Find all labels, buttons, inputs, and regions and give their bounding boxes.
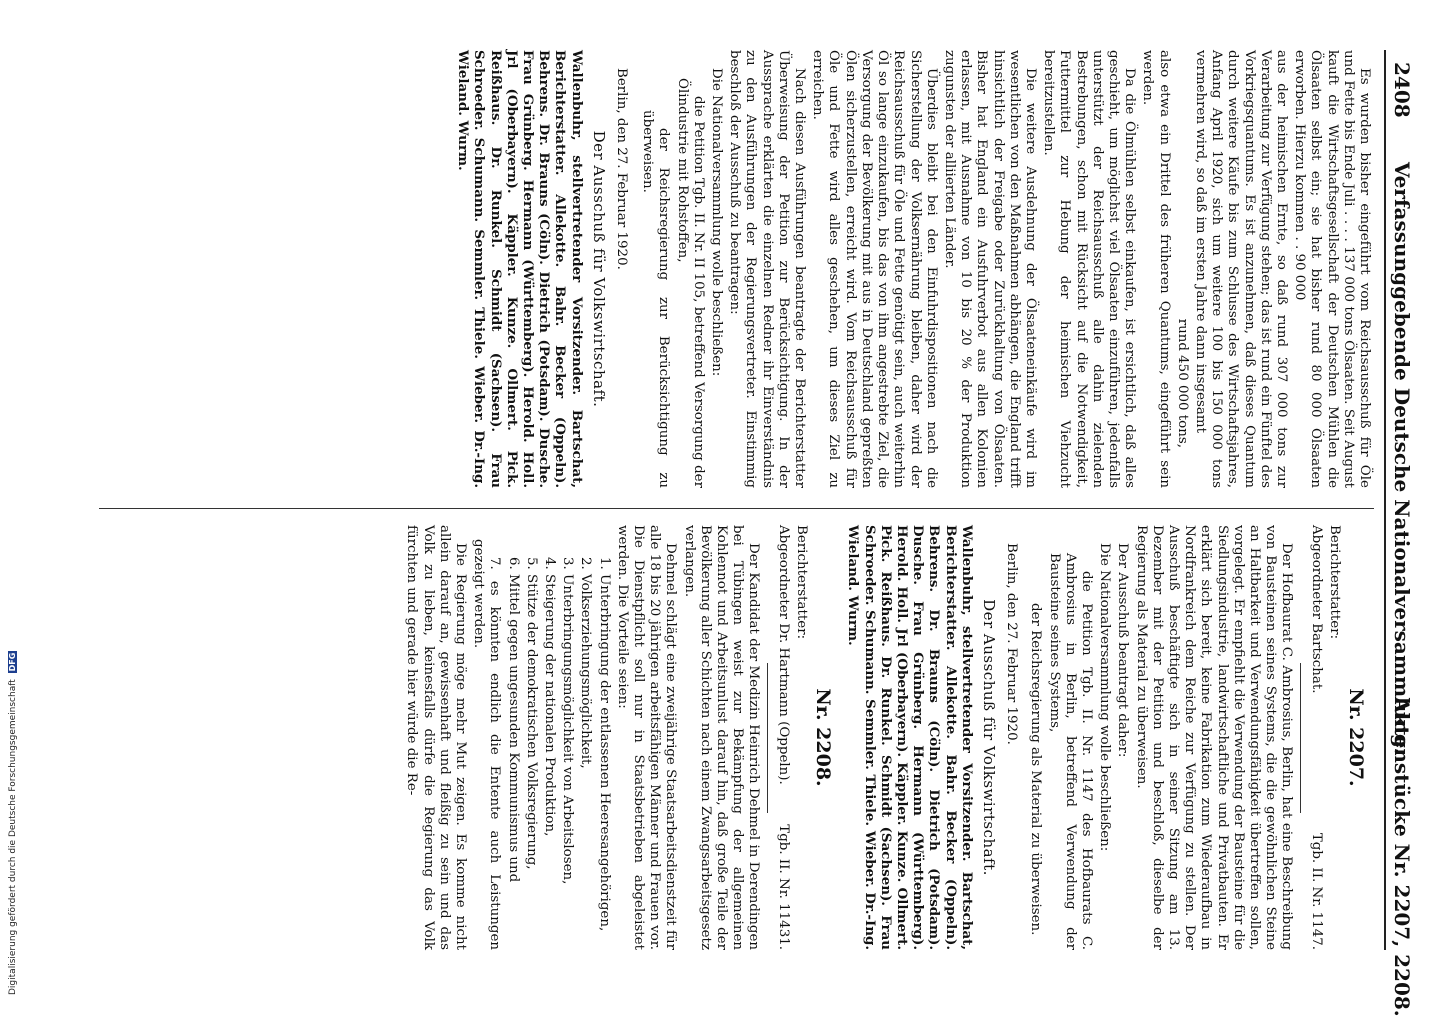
credit-strip xyxy=(8,600,22,995)
list-item: 4. Steigerung der nationalen Produktion, xyxy=(542,557,558,837)
paragraph: Es wurden bisher eingeführt vom Reichsausschuß für Öle und Fette bis Ende Juli . . . . 137 000 tons Ölsaaten. Seit August kauft die Wirtschaftsgesellschaft der Deutschen Mühlen die Ölsaaten selbst ein; sie hat bisher rund 80 000 Ölsaaten erworben. Hierzu kommen . . 90 000 xyxy=(1292,50,1372,488)
list-item: 6. Mittel gegen ungesunden Kommunismus und xyxy=(505,557,521,883)
reference: Tgb. II. Nr. 11431. xyxy=(775,824,791,950)
doc-number: Nr. 2207. xyxy=(1345,688,1367,787)
list-item: 2. Volkserziehungsmöglichkeit, xyxy=(578,557,594,769)
paragraph: also etwa ein Drittel des früheren Quantums, eingeführt sein werden. xyxy=(1140,50,1172,488)
paragraph: Die weitere Ausdehnung der Ölsaateneinkäufe wird im wesentlichen von den Maßnahmen abhängen, die England trifft hinsichtlich der Freigabe oder Zurückhaltung von Ölsaaten. Bisher hat England ein Ausfuhrverbot aus allen Kolonien erlassen, mit Ausnahme von 10 bis 20 % der Produktion zugunsten der alliierten Länder. xyxy=(941,50,1038,488)
rule xyxy=(768,663,769,813)
advantages-list xyxy=(470,525,612,950)
paragraph: Nach diesen Ausführungen beantragte der Berichterstatter Überweisung der Petition zur Berücksichtigung. In der Aussprache erklärten die einzelnen Redner ihr Einverständnis zu den Ausführungen der Regierungsvertreter. Einstimmig beschloß der Ausschuß zu beantragen: xyxy=(727,50,808,488)
right-column xyxy=(401,525,1372,950)
paragraph: Der Hofbaurat C. Ambrosius, Berlin, hat eine Beschreibung von Bausteinen seines Systems, die die gewöhnlichen Steine an Haltbarkeit und Verwendungsfähigkeit übertreffen sollen, vorgelegt. Er empfiehlt die Verwendung der Bausteine für die Siedlungsindustrie, landwirtschaftliche und Privatbauten. Er erklärt sich bereit, keine Fabrikation zum Wiederaufbau in Nordfrankreich dem Reiche zur Verfügung zu stellen. Der Ausschuß beschäftigte sich in seiner Sitzung am 13. Dezember mit der Petition und beschloß, dieselbe der Regierung als Material zu überweisen. xyxy=(1133,525,1295,950)
paragraph: Der Ausschuß beantragt daher: xyxy=(1115,543,1131,758)
signatures: Wallenbuhr, stellvertretender Vorsitzender. Bartschat, Berichterstatter. Allekotte. Bahr. Becker (Oppeln). Behrens. Dr. Brauns (Cöln). Dietrich (Potsdam). Dusche. Frau Grünberg. Hermann (Württemberg). Herold. Holl. Jrl (Oberbayern). Käppler. Kunze. Ollmert. Pick. Reißhaus. Dr. Runkel. Schmidt (Sachsen). Frau Schroeder. Schumann. Semmler. Thiele. Wieber. Dr.-Ing. Wieland. Wurm. xyxy=(455,50,585,488)
reporter-name: Abgeordneter Dr. Hartmann (Oppeln). xyxy=(775,525,791,785)
header-title: Verfassunggebende Deutsche Nationalversammlung. xyxy=(1390,162,1414,755)
paragraph: Die Nationalversammlung wolle beschließen: xyxy=(709,68,725,377)
committee-name: Der Ausschuß für Volkswirtschaft. xyxy=(589,130,608,408)
paragraph: Die Nationalversammlung wolle beschließen: xyxy=(1097,543,1113,852)
column-divider xyxy=(99,508,1374,509)
reporter-line xyxy=(1307,525,1323,950)
paragraph: aus der heimischen Ernte, so daß rund 307 000 tons zur Verarbeitung zur Verfügung stehen; das ist rund ein Fünftel des Vorkriegsquantums. Es ist anzunehmen, daß dieses Quantum durch weitere Käufe bis zum Schlusse des Wirtschaftsjahres, Anfang April 1920, sich um weitere 100 bis 150 000 tons vermehren wird, so daß im ersten Jahre dann insgesamt xyxy=(1192,50,1289,488)
petition-text: der Reichsregierung als Material zu überweisen. xyxy=(1028,603,1044,936)
header-rule xyxy=(1384,50,1386,950)
credit-label: Digitalisierung gefördert durch die Deutsche Forschungsgemeinschaft xyxy=(8,679,18,995)
petition-text: die Petition Tgb. II. Nr. 1147 des Hofbaurats C. Ambrosius in Berlin, betreffend Verwendung der Bausteine seines Systems, xyxy=(1046,553,1094,950)
list-item: 7. es könnten endlich die Entente auch Leistungen gezeigt werden. xyxy=(471,539,503,950)
paragraph: Die Regierung möge mehr Mut zeigen. Es komme nicht allein darauf an, gewissenhaft und fleißig zu sein und das Volk zu lieben, keinesfalls dürfe die Regierung das Volk fürchten und gerade hier würde die Re- xyxy=(404,525,469,950)
doc-number: Nr. 2208. xyxy=(812,688,835,787)
paragraph: Der Kandidat der Medizin Heinrich Dehmel in Derendingen bei Tübingen weist zur Bekämpfung der allgemeinen Kohlennot und Arbeitsunlust darauf hin, daß große Teile der Bevölkerung aller Schichten nach einem Zwangsarbeitsgesetz verlangen. xyxy=(681,525,762,950)
reporter-label: Berichterstatter: xyxy=(793,525,809,640)
reporter-name: Abgeordneter Bartschat. xyxy=(1308,525,1324,694)
petition-text: der Reichsregierung zur Berücksichtigung zu überweisen. xyxy=(640,110,672,488)
committee-name: Der Ausschuß für Volkswirtschaft. xyxy=(979,599,998,876)
petition-text: die Petition Tgb. II. Nr. II 105, betreffend Versorgung der Ölindustrie mit Rohstoffen, xyxy=(674,78,706,488)
reporter-label: Berichterstatter: xyxy=(1326,525,1342,640)
dfg-logo-icon: DFG xyxy=(8,652,17,672)
total-line: rund 450 000 tons, xyxy=(1174,318,1190,448)
page-header xyxy=(1380,42,1420,1017)
page-number: 2408 xyxy=(1390,62,1414,118)
paragraph: Dehmel schlägt eine zweijährige Staatsarbeitsdienstzeit für alle 18 bis 20 jährigen arbeitsfähigen Männer und Frauen vor. Die Dienstpflicht soll nur in Staatsbetrieben abgeleistet werden. Die Vorteile seien: xyxy=(614,525,679,950)
paragraph: Da die Ölmühlen selbst einkaufen, ist ersichtlich, daß alles geschieht, um möglichst viel Ölsaaten einzuführen, jedenfalls unterstützt der Reichsausschuß alle dahin zielenden Bestrebungen, schon mit Rücksicht auf die Notwendigkeit, Futtermittel zur Hebung der heimischen Viehzucht bereitzustellen. xyxy=(1041,50,1138,488)
credit-text xyxy=(8,600,18,995)
signatures: Wallenbuhr, stellvertretender Vorsitzender. Bartschat, Berichterstatter. Allekotte. Bahr. Becker (Oppeln). Behrens. Dr. Brauns (Cöln). Dietrich (Potsdam). Dusche. Frau Grünberg. Hermann (Württemberg). Herold. Holl. Jrl (Oberbayern). Käppler. Kunze. Ollmert. Pick. Reißhaus. Dr. Runkel. Schmidt (Sachsen). Frau Schroeder. Schumann. Semmler. Thiele. Wieber. Dr.-Ing. Wieland. Wurm. xyxy=(845,525,975,950)
place-date: Berlin, den 27. Februar 1920. xyxy=(614,68,630,270)
paragraph: Überdies bleibt bei den Einfuhrdispositionen nach die Sicherstellung der Volksernährung bleiben, daher wird der Reichsausschuß für Öle und Fette genötigt sein, auch weiterhin Öl so lange einzukaufen, bis das von ihm angestrebte Ziel, die Versorgung der Bevölkerung mit aus in Deutschland gepreßten Ölen sicherzustellen, erreicht wird. Vom Reichsausschuß für Öle und Fette wird alles geschehen, um dieses Ziel zu erreichen. xyxy=(810,50,939,488)
list-item: 1. Unterbringung der entlassenen Heeresangehörigen, xyxy=(596,557,612,932)
left-column xyxy=(453,50,1372,488)
list-item: 5. Stütze der demokratischen Volksregierung, xyxy=(523,557,539,870)
rule xyxy=(1300,663,1301,813)
place-date: Berlin, den 27. Februar 1920. xyxy=(1004,543,1020,745)
reference: Tgb. II. Nr. 1147. xyxy=(1308,832,1324,950)
reporter-line xyxy=(775,525,791,950)
header-docs: Aktenstücke Nr. 2207, 2208. xyxy=(1390,697,1414,1017)
list-item: 3. Unterbringungsmöglichkeit von Arbeitslosen, xyxy=(560,557,576,885)
